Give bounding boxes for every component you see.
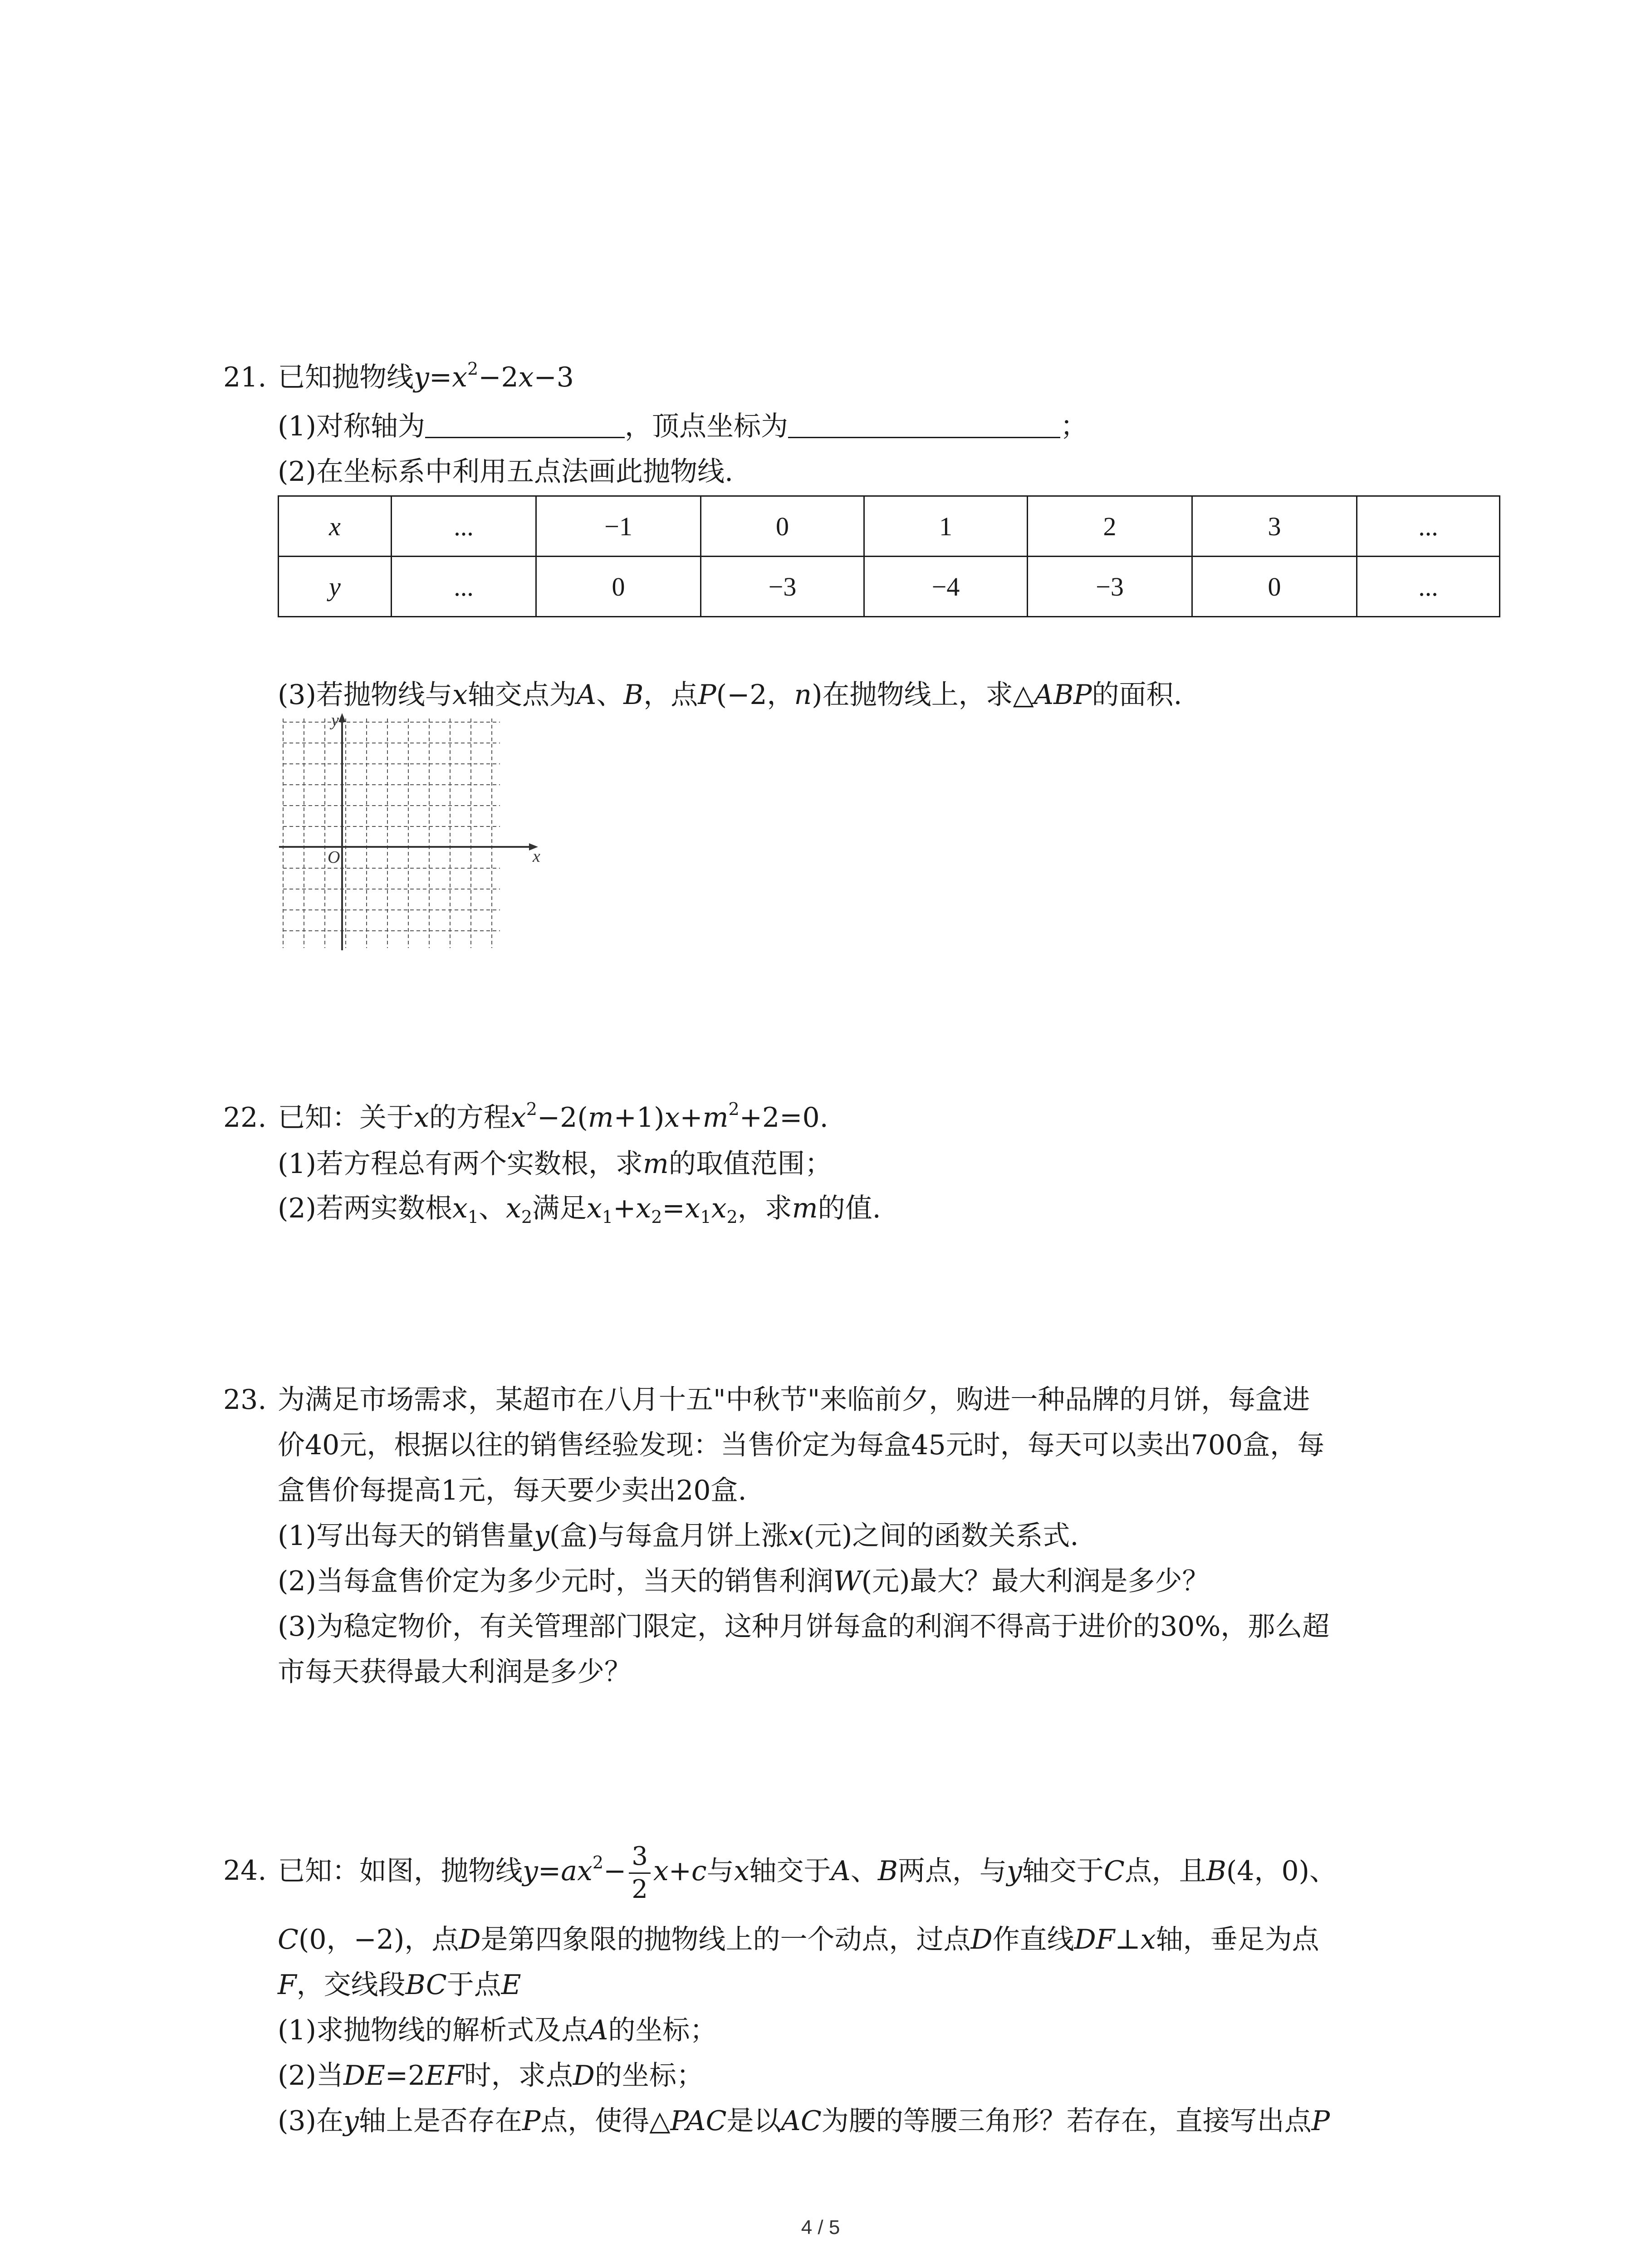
question-23-part-2: (2)当每盒售价定为多少元时，当天的销售利润W(元)最大？最大利润是多少？ <box>278 1565 1210 1597</box>
table-header-y: y <box>279 557 392 617</box>
table-cell: −3 <box>701 557 864 617</box>
coordinate-grid-figure <box>272 712 544 953</box>
table-header-x: x <box>279 496 392 557</box>
table-cell: −1 <box>536 496 701 557</box>
question-24-line-3: F，交线段BC于点E <box>278 1969 521 2001</box>
table-cell: 0 <box>1192 557 1357 617</box>
question-21-part-1: (1)对称轴为 ，顶点坐标为 ； <box>278 411 1087 442</box>
question-24-part-3: (3)在y轴上是否存在P点，使得△PAC是以AC为腰的等腰三角形？若存在，直接写出点P <box>278 2105 1330 2137</box>
question-21-part-2: (2)在坐标系中利用五点法画此抛物线. <box>278 456 734 488</box>
table-cell: −3 <box>1028 557 1192 617</box>
question-24-number: 24. <box>223 1855 267 1887</box>
origin-label: O <box>328 848 340 867</box>
table-cell: ... <box>1357 496 1500 557</box>
y-axis-arrow-icon <box>338 713 346 722</box>
page-number: 4 / 5 <box>801 2216 840 2239</box>
question-21-part-3: (3)若抛物线与x轴交点为A、B，点P(−2，n)在抛物线上，求△ABP的面积. <box>278 679 1182 711</box>
question-21-number: 21. <box>223 362 267 393</box>
table-cell: 3 <box>1192 496 1357 557</box>
table-cell: ... <box>392 496 536 557</box>
table-row-y <box>279 557 1500 617</box>
question-24-line-2: C(0，−2)，点D是第四象限的抛物线上的一个动点，过点D作直线DF⊥x轴，垂足为点 <box>278 1924 1319 1955</box>
x-axis-label: x <box>533 847 540 866</box>
question-22-stem: 已知：关于x的方程$x^2-2(m+1)x+m^2+2=0$. <box>278 1099 828 1134</box>
question-23-line-1: 为满足市场需求，某超市在八月十五"中秋节"来临前夕，购进一种品牌的月饼，每盒进 <box>278 1384 1310 1416</box>
question-23-part-3-line-1: (3)为稳定物价，有关管理部门限定，这种月饼每盒的利润不得高于进价的30%，那么超 <box>278 1611 1330 1642</box>
table-cell: 2 <box>1028 496 1192 557</box>
table-cell: ... <box>1357 557 1500 617</box>
question-23-part-1: (1)写出每天的销售量y(盒)与每盒月饼上涨x(元)之间的函数关系式. <box>278 1520 1079 1552</box>
answer-blank-axis[interactable] <box>425 411 625 438</box>
table-row-x <box>279 496 1500 557</box>
question-24-part-2: (2)当DE=2EF时，求点D的坐标； <box>278 2060 704 2092</box>
y-axis-label: y <box>331 712 339 730</box>
fraction-three-halves: $\frac{3}{2}$ <box>629 1841 651 1906</box>
table-cell: 1 <box>864 496 1028 557</box>
xy-value-table <box>278 495 1500 617</box>
question-23-part-3-line-2: 市每天获得最大利润是多少？ <box>278 1656 632 1688</box>
grid-lines <box>283 719 500 948</box>
question-24-stem: 已知：如图，抛物线$y=ax^2-$ $\frac{3}{2}$ x+c与x轴交于A、B两点，与y轴交于C点，且B(4，0)、 <box>278 1833 1337 1910</box>
question-23-number: 23. <box>223 1384 267 1416</box>
question-23-line-3: 盒售价每提高1元，每天要少卖出20盒. <box>278 1475 747 1506</box>
question-24-part-1: (1)求抛物线的解析式及点A的坐标； <box>278 2014 717 2046</box>
table-cell: −4 <box>864 557 1028 617</box>
table-cell: 0 <box>701 496 864 557</box>
question-22-part-1: (1)若方程总有两个实数根，求m的取值范围； <box>278 1148 832 1180</box>
table-cell: ... <box>392 557 536 617</box>
question-21-stem: 已知抛物线$y=x^2-2x-3$ <box>278 359 574 393</box>
question-23-line-2: 价40元，根据以往的销售经验发现：当售价定为每盒45元时，每天可以卖出700盒，每 <box>278 1429 1325 1461</box>
question-22-number: 22. <box>223 1102 267 1134</box>
answer-blank-vertex[interactable] <box>788 411 1060 438</box>
question-22-part-2: (2)若两实数根$x_1$、$x_2$满足$x_1+x_2=x_1x_2$，求m的值. <box>278 1193 881 1227</box>
table-cell: 0 <box>536 557 701 617</box>
